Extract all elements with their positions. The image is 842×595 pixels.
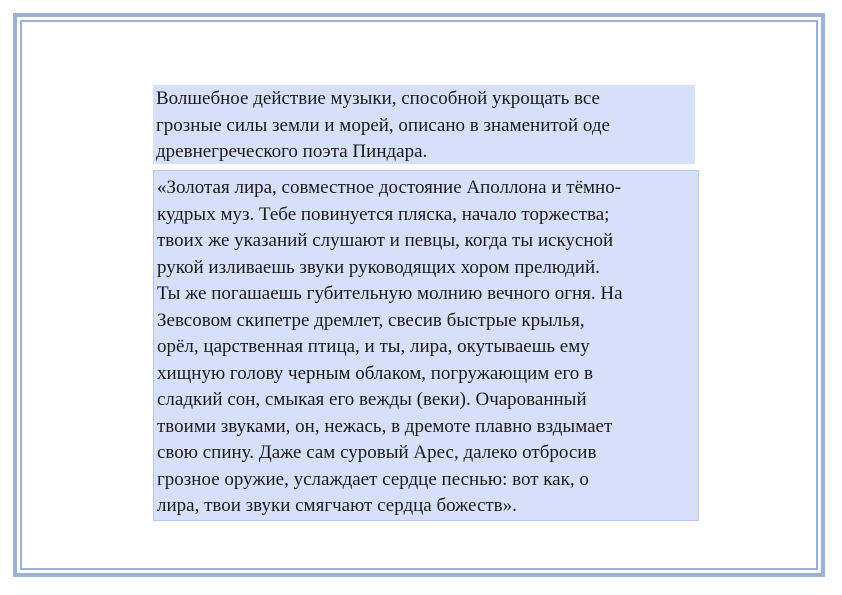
quote-line: рукой изливаешь звуки руководящих хором прелюдий.	[157, 256, 600, 278]
quote-line: сладкий сон, смыкая его вежды (веки). Очарованный	[157, 389, 587, 410]
quote-line: Зевсовом скипетре дремлет, свесив быстрые крылья,	[157, 309, 585, 331]
quote-line: лира, твои звуки смягчают сердца божеств».	[157, 495, 517, 516]
quote-line: Ты же погашаешь губительную молнию вечного огня. На	[157, 283, 623, 304]
quote-text-box	[153, 170, 699, 521]
quote-line: хищную голову черным облаком, погружающим его в	[157, 362, 594, 384]
quote-line: «Золотая лира, совместное достояние Аполлона и тёмно-	[157, 177, 622, 198]
intro-line: грозные силы земли и морей, описано в знаменитой оде	[156, 114, 610, 136]
quote-line: твоими звуками, он, нежась, в дремоте плавно вздымает	[157, 415, 613, 437]
intro-line: Волшебное действие музыки, способной укрощать все	[156, 88, 600, 109]
quote-line: свою спину. Даже сам суровый Арес, далеко отбросив	[157, 442, 597, 463]
quote-line: кудрых муз. Тебе повинуется пляска, начало торжества;	[157, 203, 610, 225]
quote-line: орёл, царственная птица, и ты, лира, окутываешь ему	[157, 336, 590, 357]
quote-line: твоих же указаний слушают и певцы, когда ты искусной	[157, 230, 614, 251]
intro-text-box	[153, 85, 695, 164]
quote-line: грозное оружие, услаждает сердце песнью: вот как, о	[157, 468, 589, 490]
intro-line: древнегреческого поэта Пиндара.	[156, 141, 428, 162]
